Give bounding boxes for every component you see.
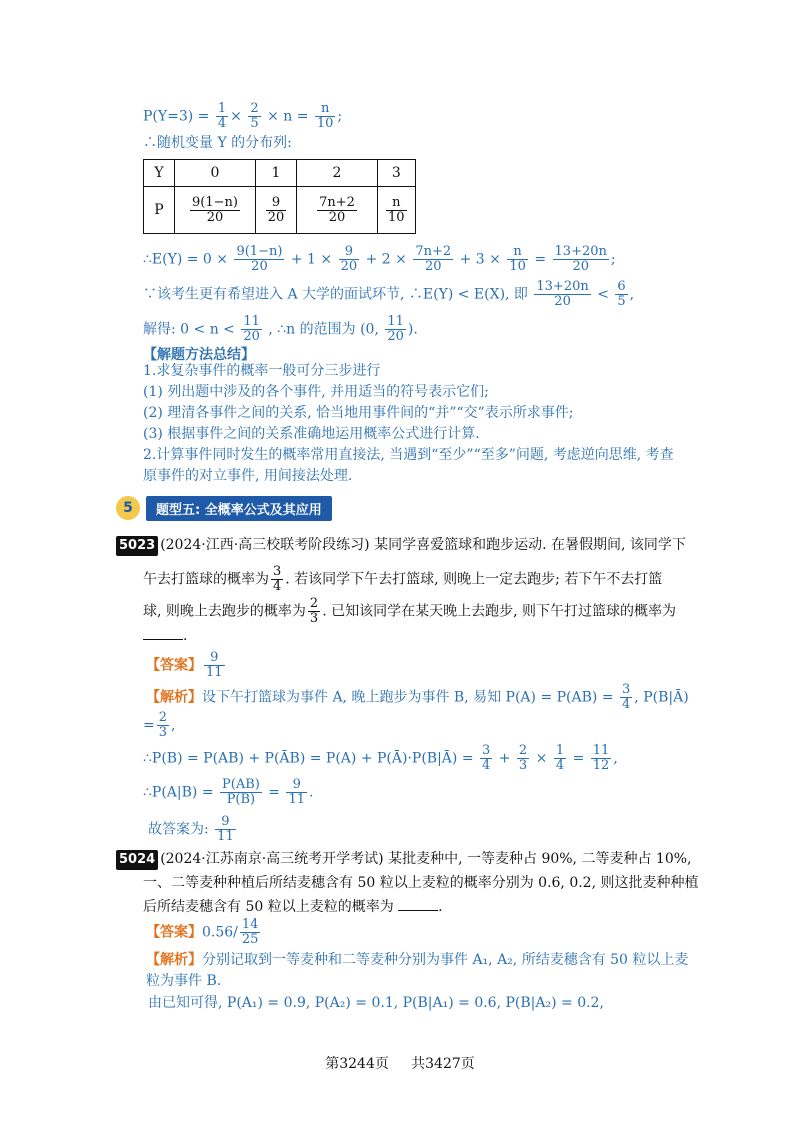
page-number: 第3244页	[325, 1056, 389, 1072]
py3-prefix: P(Y=3) =	[143, 108, 210, 125]
fraction: $\frac{2}{5}$	[250, 101, 259, 131]
question-number: 5023	[116, 536, 158, 556]
q5023-solution-3: ∴P(B) = P(AB) + P(ĀB) = P(A) + P(Ā)·P(B|Ā) = $\frac{3}{4}$ + $\frac{2}{3}$ × $\frac{1}{4}$ = $\frac{11}{12}$ ,	[143, 743, 618, 773]
q5024-line-1: 5024 (2024·江苏南京·高三统考开学考试) 某批麦种中, 一等麦种占 90%, 二等麦种占 10%,	[116, 849, 691, 870]
answer-blank	[398, 896, 438, 911]
page-total: 共3427页	[411, 1056, 475, 1072]
q5023-solution-4: ∴P(A|B) = $\frac{P(AB)}{P(B)}$ = $\frac{9}{11}$ .	[143, 777, 314, 807]
solve-line: 解得: 0 < n < $\frac{11}{20}$ , ∴n 的范围为 (0, $\frac{11}{20}$ ).	[143, 314, 418, 344]
table-cell: Y	[144, 160, 175, 187]
distribution-table	[143, 159, 416, 234]
q5024-solution-3: 由已知可得, P(A₁) = 0.9, P(A₂) = 0.1, P(B|A₁) = 0.6, P(B|A₂) = 0.2,	[148, 995, 604, 1011]
summary-line: 原事件的对立事件, 用间接法处理.	[143, 468, 353, 484]
q5023-solution-2: = $\frac{2}{3}$ ,	[143, 710, 176, 740]
answer-blank	[143, 625, 183, 640]
summary-line: 2.计算事件同时发生的概率常用直接法, 当遇到“至少”“至多”问题, 考虑逆向思维, 考查	[143, 447, 674, 463]
q5023-answer: 【答案】 $\frac{9}{11}$	[146, 650, 223, 680]
q5023-line-3: 球, 则晚上去跑步的概率为 $\frac{2}{3}$ . 已知该同学在某天晚上去跑步, 则下午打过篮球的概率为	[143, 596, 676, 626]
q5023-line-1: 5023 (2024·江西·高三校联考阶段练习) 某同学喜爱篮球和跑步运动. 在暑假期间, 该同学下	[116, 535, 686, 556]
q5023-line-2: 午去打篮球的概率为 $\frac{3}{4}$ . 若该同学下午去打篮球, 则晚上一定去跑步; 若下午不去打篮	[143, 564, 663, 594]
compare-line: ∵该考生更有希望进入 A 大学的面试环节, ∴E(Y) < E(X), 即 $\frac{13+20n}{20}$ < $\frac{6}{5}$ ,	[143, 279, 635, 309]
page-footer	[0, 1053, 800, 1073]
table-cell: 3	[378, 160, 416, 187]
table-cell: $\frac{9(1-n)}{20}$	[175, 187, 256, 234]
py3-end: ;	[337, 108, 343, 125]
summary-line: 1.求复杂事件的概率一般可分三步进行	[143, 363, 381, 379]
table-cell: $\frac{n}{10}$	[378, 187, 416, 234]
q5024-solution-2: 粒为事件 B.	[146, 973, 222, 989]
q5024-line-2: 一、二等麦种种植后所结麦穗含有 50 粒以上麦粒的概率分别为 0.6, 0.2, 则这批麦种种植	[143, 875, 699, 891]
table-row	[144, 187, 416, 234]
q5023-solution-1: 【解析】设下午打篮球为事件 A, 晚上跑步为事件 B, 易知 P(A) = P(AB) = $\frac{3}{4}$ , P(B|Ā)	[146, 682, 689, 712]
py3-mid: × n =	[267, 108, 309, 125]
py3-line: P(Y=3) = $\frac{1}{4}$ × $\frac{2}{5}$ × n = $\frac{n}{10}$ ;	[143, 101, 343, 131]
summary-title: 【解题方法总结】	[143, 347, 255, 363]
table-row	[144, 160, 416, 187]
section-banner	[116, 496, 332, 520]
dist-intro: ∴随机变量 Y 的分布列:	[143, 135, 292, 151]
summary-line: (3) 根据事件之间的关系准确地运用概率公式进行计算.	[143, 426, 480, 442]
question-number: 5024	[116, 850, 158, 870]
q5024-solution-1: 【解析】分别记取到一等麦种和二等麦种分别为事件 A₁, A₂, 所结麦穗含有 50 粒以上麦	[146, 952, 689, 968]
q5024-line-3: 后所结麦穗含有 50 粒以上麦粒的概率为 .	[143, 896, 443, 917]
fraction: $\frac{1}{4}$	[217, 101, 227, 131]
fraction: $\frac{n}{10}$	[316, 101, 334, 131]
table-cell: $\frac{9}{20}$	[256, 187, 297, 234]
summary-line: (1) 列出题中涉及的各个事件, 并用适当的符号表示它们;	[143, 384, 489, 400]
table-cell: P	[144, 187, 175, 234]
q5024-answer: 【答案】0.56/ $\frac{14}{25}$	[146, 917, 259, 947]
table-cell: 1	[256, 160, 297, 187]
q5023-solution-5: 故答案为: $\frac{9}{11}$	[148, 814, 234, 844]
section-number-badge: 5	[116, 496, 140, 520]
q5023-line-4: .	[143, 625, 187, 646]
section-title: 题型五: 全概率公式及其应用	[146, 496, 332, 521]
summary-line: (2) 理清各事件之间的关系, 恰当地用事件间的“并”“交”表示所求事件;	[143, 405, 574, 421]
table-cell: $\frac{7n+2}{20}$	[297, 187, 378, 234]
table-cell: 0	[175, 160, 256, 187]
ey-line: ∴E(Y) = 0 × $\frac{9(1-n)}{20}$ + 1 × $\frac{9}{20}$ + 2 × $\frac{7n+2}{20}$ + 3 × $\frac{n}{10}$ = $\frac{13+20n}{20}$ ;	[143, 244, 616, 274]
table-cell: 2	[297, 160, 378, 187]
